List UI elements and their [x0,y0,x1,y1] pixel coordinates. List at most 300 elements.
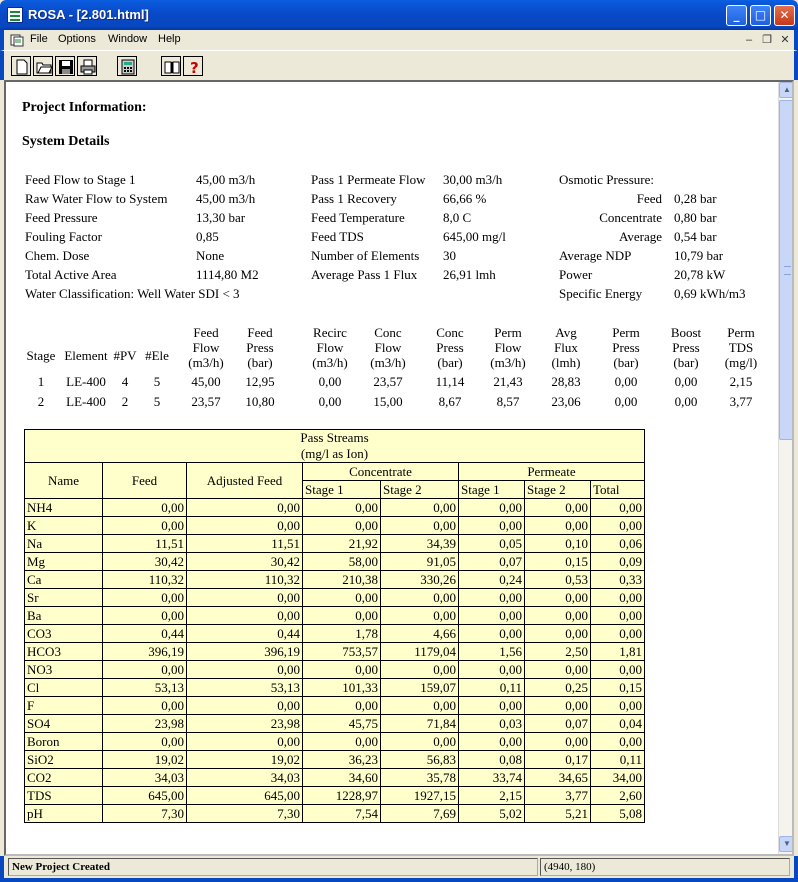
ion-value-cell: 7,30 [103,805,187,823]
stage-table-header-line: Recirc [313,325,347,340]
stage-table-header [140,348,174,363]
ion-value-cell: 34,60 [303,769,381,787]
col-feed-header: Feed [103,463,187,499]
ion-value-cell: 0,00 [103,499,187,517]
stage-table-cell: 4 [121,374,129,389]
ion-name-cell: K [25,517,103,535]
status-coordinates: (4940, 180) [540,858,790,876]
stage-table-header-line: (m3/h) [370,355,406,370]
ion-value-cell: 19,02 [187,751,303,769]
stage-table-header [180,325,232,370]
close-button[interactable]: ✕ [774,5,795,26]
ion-value-cell: 0,00 [459,607,525,625]
ion-value-cell: 0,00 [525,607,591,625]
conc-stage2-header: Stage 2 [381,481,459,499]
ion-value-cell: 0,00 [459,661,525,679]
stage-table-header-line: Flow [374,340,402,355]
stage-table-header-line: Element [64,348,108,363]
project-info-heading: Project Information: [22,100,147,115]
ion-value-cell: 0,09 [591,553,645,571]
ion-value-cell: 35,78 [381,769,459,787]
ion-value-cell: 0,10 [525,535,591,553]
stage-table-header [660,325,712,370]
stage-table-header-line: #Ele [145,348,169,363]
stage-table-header-line: Press [246,340,274,355]
ion-value-cell: 0,53 [525,571,591,589]
ion-value-cell: 0,08 [459,751,525,769]
detail-label: Feed [636,191,662,206]
detail-label: Feed Temperature [311,210,405,225]
ion-value-cell: 23,98 [187,715,303,733]
open-folder-icon[interactable] [33,56,53,76]
status-message: New Project Created [8,858,538,876]
ion-value-cell: 645,00 [103,787,187,805]
stage-table-header-line: Flow [494,340,522,355]
stage-table-cell: 23,57 [191,394,221,409]
detail-value: 0,85 [196,229,219,244]
stage-table-cell: 0,00 [674,374,698,389]
menu-help[interactable]: Help [158,33,181,45]
ion-value-cell: 0,00 [381,733,459,751]
ion-value-cell: 5,02 [459,805,525,823]
stage-table-cell: 45,00 [191,374,221,389]
book-icon[interactable] [161,56,181,76]
detail-label: Number of Elements [311,248,420,263]
ion-value-cell: 0,00 [591,517,645,535]
stage-table-header [24,348,58,363]
ion-value-cell: 34,39 [381,535,459,553]
stage-table-header-line: (lmh) [551,355,581,370]
ion-value-cell: 0,00 [525,625,591,643]
stage-table-header [362,325,414,370]
ion-value-cell: 0,06 [591,535,645,553]
ion-value-cell: 0,00 [591,625,645,643]
detail-label: Fouling Factor [25,229,102,244]
stage-table-cell: 23,06 [551,394,581,409]
stage-table-header [714,325,768,370]
ion-value-cell: 71,84 [381,715,459,733]
stage-table-cell: 2,15 [729,374,753,389]
ion-row [25,499,645,517]
stage-table-cell: 1 [37,374,45,389]
detail-label: Concentrate [599,210,662,225]
ion-value-cell: 0,00 [103,607,187,625]
ion-value-cell: 2,60 [591,787,645,805]
stage-table-header-line: Press [612,340,640,355]
stage-table-cell: 5 [153,374,161,389]
ion-value-cell: 396,19 [103,643,187,661]
stage-table-header-line: (mg/l) [724,355,758,370]
detail-label: Pass 1 Permeate Flow [311,172,426,187]
water-classification: Water Classification: Well Water SDI < 3 [25,286,240,301]
ion-value-cell: 0,00 [459,697,525,715]
stage-table-header-line: Press [672,340,700,355]
ion-value-cell: 0,00 [303,589,381,607]
ion-value-cell: 0,00 [187,697,303,715]
detail-value: 8,0 C [443,210,472,225]
ion-row [25,643,645,661]
ion-name-cell: HCO3 [25,643,103,661]
ion-value-cell: 0,11 [591,751,645,769]
menu-window[interactable]: Window [108,33,148,45]
stage-table-cell: 0,00 [318,374,342,389]
ion-value-cell: 0,00 [591,499,645,517]
ion-name-cell: F [25,697,103,715]
stage-table-cell: 0,00 [614,374,638,389]
ion-value-cell: 0,00 [187,589,303,607]
stage-table-cell: 23,57 [373,374,403,389]
ion-value-cell: 0,00 [459,625,525,643]
ion-name-cell: SO4 [25,715,103,733]
ion-value-cell: 0,00 [303,517,381,535]
ion-value-cell: 0,00 [459,733,525,751]
vertical-scrollbar[interactable] [778,82,794,854]
ion-value-cell: 0,33 [591,571,645,589]
ion-value-cell: 7,30 [187,805,303,823]
ion-value-cell: 0,15 [591,679,645,697]
new-file-icon[interactable] [11,56,31,76]
ion-name-cell: Mg [25,553,103,571]
detail-value: 20,78 kW [674,267,726,282]
stage-table-header [112,348,138,363]
calculate-icon[interactable] [117,56,137,76]
perm-stage2-header: Stage 2 [525,481,591,499]
system-details-heading: System Details [22,134,110,149]
ion-name-cell: CO2 [25,769,103,787]
ion-row [25,661,645,679]
stage-table-cell: 5 [153,394,161,409]
ion-value-cell: 0,00 [525,661,591,679]
ion-value-cell: 0,07 [459,553,525,571]
stage-table-header [234,325,286,370]
scrollbar-thumb[interactable] [779,100,794,440]
ion-row [25,607,645,625]
stage-table-header-line: Conc [374,325,402,340]
ion-name-cell: TDS [25,787,103,805]
ion-value-cell: 34,03 [187,769,303,787]
ion-row [25,787,645,805]
ion-value-cell: 0,00 [459,517,525,535]
ion-value-cell: 0,44 [103,625,187,643]
ion-row [25,715,645,733]
stage-table-header-line: (bar) [247,355,273,370]
stage-table-header-line: (m3/h) [490,355,526,370]
scroll-up-icon[interactable]: ▲ [779,82,794,98]
ion-value-cell: 21,92 [303,535,381,553]
stage-table-header [62,348,110,363]
ion-value-cell: 0,00 [525,589,591,607]
ion-value-cell: 58,00 [303,553,381,571]
ion-value-cell: 34,65 [525,769,591,787]
ion-value-cell: 0,04 [591,715,645,733]
ion-name-cell: Ba [25,607,103,625]
maximize-button[interactable]: □ [750,5,771,26]
ion-value-cell: 36,23 [303,751,381,769]
menu-bar [0,30,798,50]
ion-value-cell: 0,00 [459,499,525,517]
detail-value: 0,69 kWh/m3 [674,286,746,301]
detail-value: 45,00 m3/h [196,191,256,206]
ion-value-cell: 0,00 [459,589,525,607]
stage-table-header-line: Flow [192,340,220,355]
ion-value-cell: 0,00 [187,517,303,535]
ion-value-cell: 1,81 [591,643,645,661]
ion-value-cell: 19,02 [103,751,187,769]
ion-row [25,751,645,769]
stage-table-header-line: Flux [554,340,578,355]
ion-value-cell: 1,78 [303,625,381,643]
osmotic-pressure-label: Osmotic Pressure: [559,172,654,187]
ion-value-cell: 0,00 [381,517,459,535]
ion-value-cell: 0,00 [525,733,591,751]
detail-label: Raw Water Flow to System [25,191,168,206]
ion-value-cell: 101,33 [303,679,381,697]
stage-table-cell: 12,95 [245,374,275,389]
ion-value-cell: 11,51 [187,535,303,553]
stage-table-header-line: Perm [612,325,640,340]
ion-value-cell: 0,00 [525,697,591,715]
ion-row [25,535,645,553]
ion-value-cell: 0,17 [525,751,591,769]
stage-table-header [482,325,534,370]
detail-value: None [196,248,225,263]
ion-row [25,805,645,823]
ion-value-cell: 0,11 [459,679,525,697]
ion-name-cell: CO3 [25,625,103,643]
ion-row [25,625,645,643]
ion-value-cell: 0,05 [459,535,525,553]
ion-value-cell: 0,44 [187,625,303,643]
ion-name-cell: Ca [25,571,103,589]
ion-value-cell: 1,56 [459,643,525,661]
ion-value-cell: 0,03 [459,715,525,733]
ion-value-cell: 1179,04 [381,643,459,661]
ion-value-cell: 0,00 [187,733,303,751]
detail-value: 45,00 m3/h [196,172,256,187]
perm-stage1-header: Stage 1 [459,481,525,499]
ion-value-cell: 1927,15 [381,787,459,805]
ion-value-cell: 0,00 [103,697,187,715]
ion-row [25,517,645,535]
ion-value-cell: 0,00 [103,733,187,751]
ion-value-cell: 0,00 [381,697,459,715]
ion-value-cell: 33,74 [459,769,525,787]
stage-table-cell: 11,14 [435,374,465,389]
report-view [4,80,794,856]
detail-value: 30 [443,248,456,263]
minimize-button[interactable]: _ [726,5,747,26]
ion-value-cell: 0,00 [103,517,187,535]
detail-value: 26,91 lmh [443,267,496,282]
ion-row [25,571,645,589]
ion-value-cell: 0,00 [591,733,645,751]
ion-value-cell: 0,00 [591,589,645,607]
ion-value-cell: 0,00 [303,733,381,751]
pass-streams-table [24,429,645,823]
stage-table-header [542,325,590,370]
ion-value-cell: 5,21 [525,805,591,823]
ion-name-cell: Na [25,535,103,553]
ion-row [25,679,645,697]
ion-value-cell: 0,00 [187,661,303,679]
perm-total-header: Total [591,481,645,499]
ion-value-cell: 56,83 [381,751,459,769]
stage-table-cell: 10,80 [245,394,275,409]
ion-value-cell: 0,00 [103,589,187,607]
ion-row [25,733,645,751]
stage-table-header [304,325,356,370]
ion-value-cell: 34,00 [591,769,645,787]
stage-table-header-line: Stage [26,348,56,363]
stage-table-header-line: (m3/h) [312,355,348,370]
ion-value-cell: 53,13 [103,679,187,697]
stage-table-cell: 0,00 [318,394,342,409]
ion-value-cell: 330,26 [381,571,459,589]
ion-name-cell: NO3 [25,661,103,679]
ion-value-cell: 1228,97 [303,787,381,805]
ion-value-cell: 0,00 [187,499,303,517]
window-title: ROSA - [2.801.html] [28,7,149,22]
ion-value-cell: 0,00 [591,607,645,625]
ion-value-cell: 396,19 [187,643,303,661]
detail-label: Specific Energy [559,286,643,301]
save-icon[interactable] [55,56,75,76]
ion-value-cell: 11,51 [103,535,187,553]
ion-value-cell: 30,42 [103,553,187,571]
ion-value-cell: 7,69 [381,805,459,823]
ion-value-cell: 110,32 [103,571,187,589]
stage-table-cell: LE-400 [66,374,106,389]
ion-name-cell: Sr [25,589,103,607]
stage-table-header-line: Perm [727,325,755,340]
ion-value-cell: 4,66 [381,625,459,643]
ion-value-cell: 0,00 [591,661,645,679]
stage-table-header-line: Avg [555,325,577,340]
ion-value-cell: 0,00 [187,607,303,625]
ion-row [25,697,645,715]
detail-label: Feed Pressure [25,210,98,225]
ion-value-cell: 0,00 [525,517,591,535]
stage-table-header-line: Conc [436,325,464,340]
svg-text:?: ? [190,59,199,75]
toolbar [0,50,798,80]
help-icon[interactable] [183,56,203,76]
ion-value-cell: 0,00 [303,607,381,625]
ion-value-cell: 0,00 [381,589,459,607]
stage-table-header-line: Flow [316,340,344,355]
permeate-group-header: Permeate [459,463,645,481]
stage-table-cell: 28,83 [551,374,581,389]
ion-value-cell: 0,07 [525,715,591,733]
mdi-minimize-button[interactable]: – [745,34,753,46]
ion-row [25,589,645,607]
ion-name-cell: SiO2 [25,751,103,769]
ion-value-cell: 0,00 [303,661,381,679]
stage-table-cell: 21,43 [493,374,523,389]
ion-value-cell: 0,25 [525,679,591,697]
concentrate-group-header: Concentrate [303,463,459,481]
ion-value-cell: 0,00 [103,661,187,679]
conc-stage1-header: Stage 1 [303,481,381,499]
ion-value-cell: 0,00 [591,697,645,715]
detail-label: Total Active Area [25,267,117,282]
ion-value-cell: 0,00 [381,661,459,679]
col-name-header: Name [25,463,103,499]
detail-label: Chem. Dose [25,248,90,263]
status-bar [0,856,798,882]
stage-table-header-line: Boost [670,325,702,340]
stage-table-header-line: (bar) [613,355,639,370]
ion-value-cell: 5,08 [591,805,645,823]
detail-label: Average [618,229,662,244]
stage-table-cell: LE-400 [66,394,106,409]
ion-value-cell: 45,75 [303,715,381,733]
ion-row [25,553,645,571]
mdi-restore-button[interactable]: ❐ [762,34,772,46]
stage-table-header-line: Press [436,340,464,355]
ion-name-cell: Cl [25,679,103,697]
stage-table-header-line: Feed [193,325,219,340]
stage-table-cell: 0,00 [614,394,638,409]
ion-value-cell: 3,77 [525,787,591,805]
ion-value-cell: 0,00 [303,499,381,517]
menu-options[interactable]: Options [58,33,96,45]
mdi-close-button[interactable]: ✕ [780,34,790,46]
ion-value-cell: 23,98 [103,715,187,733]
ion-value-cell: 159,07 [381,679,459,697]
detail-value: 13,30 bar [196,210,246,225]
document-icon[interactable] [10,33,24,47]
detail-value: 0,28 bar [674,191,717,206]
detail-value: 0,80 bar [674,210,717,225]
detail-value: 30,00 m3/h [443,172,503,187]
ion-value-cell: 7,54 [303,805,381,823]
ion-value-cell: 0,24 [459,571,525,589]
detail-label: Feed TDS [311,229,364,244]
stage-table-cell: 8,57 [496,394,520,409]
stage-table-header-line: TDS [728,340,754,355]
title-bar [0,0,798,30]
stage-table-cell: 3,77 [729,394,753,409]
pass-streams-title: Pass Streams (mg/l as Ion) [25,430,645,463]
ion-value-cell: 91,05 [381,553,459,571]
stage-table-header-line: (bar) [437,355,463,370]
ion-value-cell: 753,57 [303,643,381,661]
ion-name-cell: NH4 [25,499,103,517]
ion-name-cell: pH [25,805,103,823]
detail-value: 10,79 bar [674,248,724,263]
detail-value: 645,00 mg/l [443,229,506,244]
scroll-down-icon[interactable]: ▼ [779,836,794,852]
stage-table-header-line: (bar) [673,355,699,370]
col-adjusted-feed-header: Adjusted Feed [187,463,303,499]
print-icon[interactable] [77,56,97,76]
detail-label: Average NDP [559,248,632,263]
detail-label: Pass 1 Recovery [311,191,397,206]
menu-file[interactable]: File [30,33,48,45]
ion-row [25,769,645,787]
ion-value-cell: 110,32 [187,571,303,589]
stage-table-header [602,325,650,370]
ion-value-cell: 645,00 [187,787,303,805]
detail-value: 0,54 bar [674,229,717,244]
stage-table-cell: 15,00 [373,394,403,409]
stage-table-cell: 2 [121,394,129,409]
ion-value-cell: 0,00 [525,499,591,517]
ion-value-cell: 2,50 [525,643,591,661]
detail-value: 66,66 % [443,191,487,206]
ion-value-cell: 0,00 [381,607,459,625]
